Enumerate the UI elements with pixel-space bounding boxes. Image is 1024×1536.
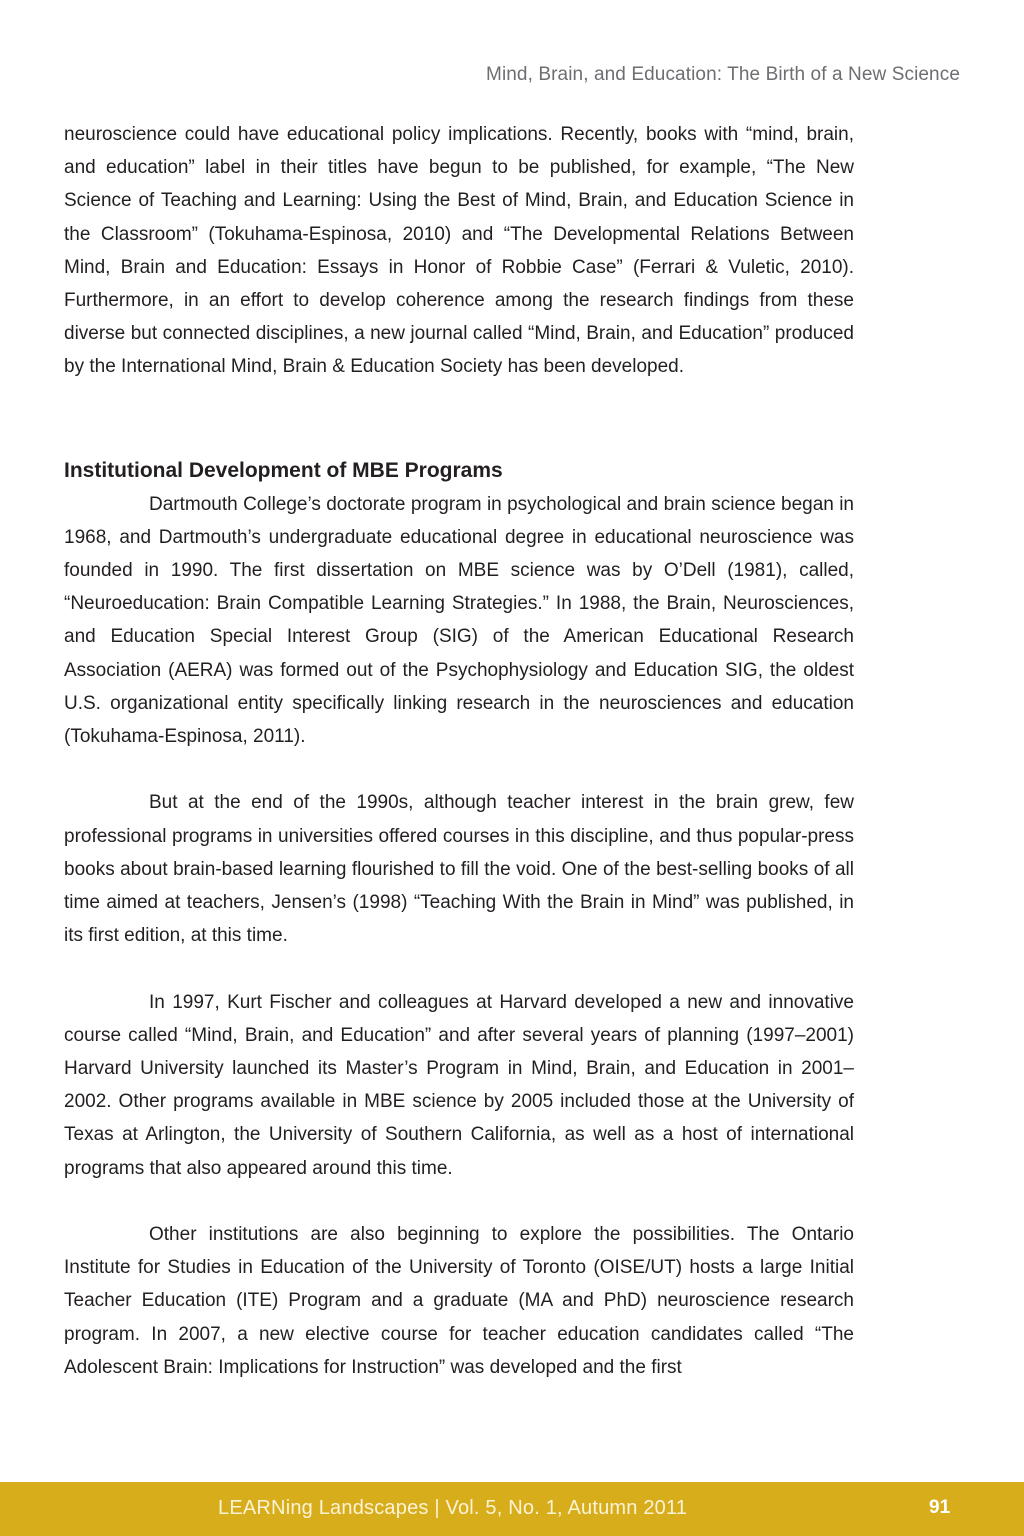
running-title: Mind, Brain, and Education: The Birth of a New Science	[486, 64, 960, 85]
paragraph-5: Other institutions are also beginning to explore the possibilities. The Ontario Institute for Studies in Education of the University of Toronto (OISE/UT) hosts a large Initial Teacher Education (ITE) Program and a graduate (MA and PhD) neuroscience research program. In 2007, a new elective course for teacher education candidates called “The Adolescent Brain: Implications for Instruction” was developed and the first	[64, 1224, 854, 1378]
article-body	[64, 118, 854, 1384]
paragraph-3: But at the end of the 1990s, although teacher interest in the brain grew, few professional programs in universities offered courses in this discipline, and thus popular-press books about brain-based learning flourished to fill the void. One of the best-selling books of all time aimed at teachers, Jensen’s (1998) “Teaching With the Brain in Mind” was published, in its first edition, at this time.	[64, 792, 854, 947]
section-heading: Institutional Development of MBE Programs	[64, 458, 503, 482]
paragraph-1: neuroscience could have educational policy implications. Recently, books with “mind, brain, and education” label in their titles have begun to be published, for example, “The New Science of Teaching and Learning: Using the Best of Mind, Brain, and Education Science in the Classroom” (Tokuhama-Espinosa, 2010) and “The Developmental Relations Between Mind, Brain and Education: Essays in Honor of Robbie Case” (Ferrari & Vuletic, 2010). Furthermore, in an effort to develop coherence among the research findings from these diverse but connected disciplines, a new journal called “Mind, Brain, and Education” produced by the International Mind, Brain & Education Society has been developed.	[64, 124, 854, 378]
page-number: 91	[929, 1497, 951, 1518]
paragraph-4: In 1997, Kurt Fischer and colleagues at Harvard developed a new and innovative course called “Mind, Brain, and Education” and after several years of planning (1997–2001) Harvard University launched its Master’s Program in Mind, Brain, and Education in 2001–2002. Other programs available in MBE science by 2005 included those at the University of Texas at Arlington, the University of Southern California, as well as a host of international programs that also appeared around this time.	[64, 991, 854, 1179]
footer-journal-citation: LEARNing Landscapes | Vol. 5, No. 1, Autumn 2011	[218, 1497, 688, 1519]
footer-bar	[0, 1482, 1024, 1536]
paragraph-2: Dartmouth College’s doctorate program in psychological and brain science began in 1968, and Dartmouth’s undergraduate educational degree in educational neuroscience was founded in 1990. The first dissertation on MBE science was by O’Dell (1981), called, “Neuroeducation: Brain Compatible Learning Strategies.” In 1988, the Brain, Neurosciences, and Education Special Interest Group (SIG) of the American Educational Research Association (AERA) was formed out of the Psychophysiology and Education SIG, the oldest U.S. organizational entity specifically linking research in the neurosciences and education (Tokuhama-Espinosa, 2011).	[64, 493, 854, 748]
